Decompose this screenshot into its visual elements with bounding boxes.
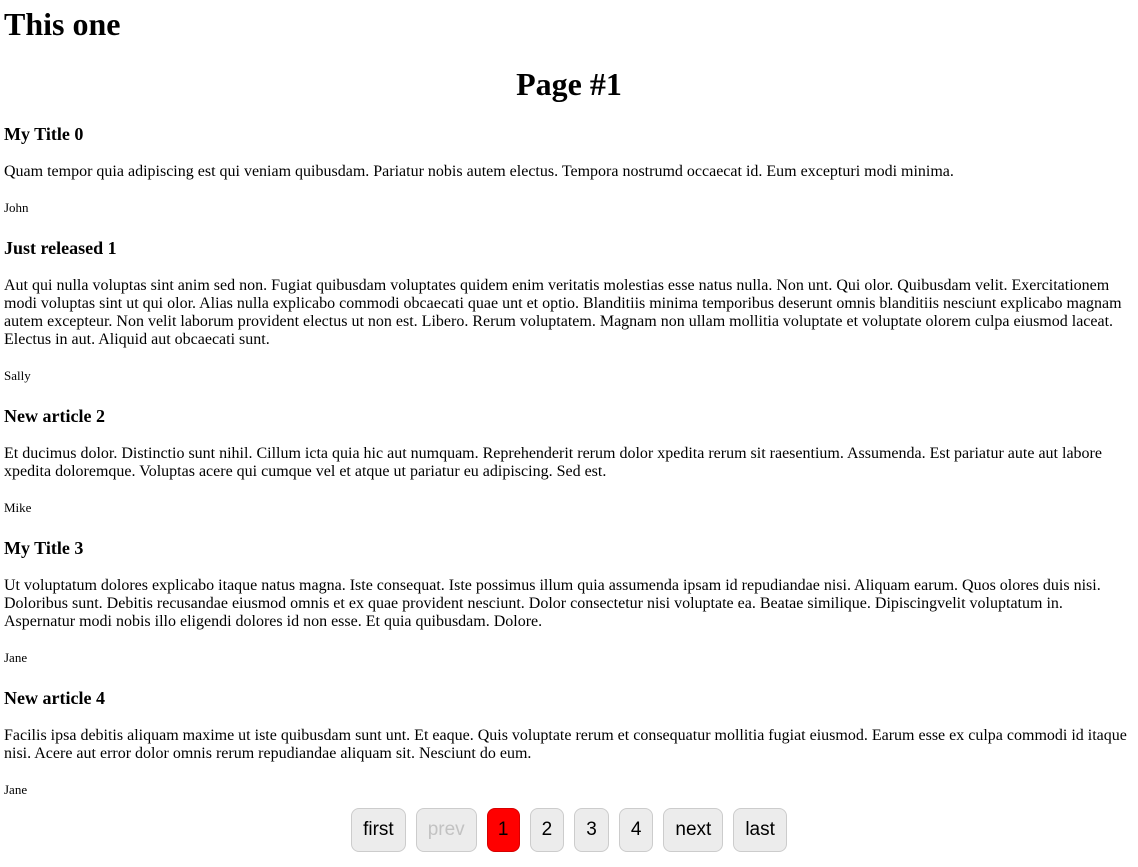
article-item — [4, 687, 1134, 797]
page-2-button[interactable]: 2 — [530, 808, 565, 852]
article-author: Mike — [4, 500, 32, 515]
article-body: Ut voluptatum dolores explicabo itaque natus magna. Iste consequat. Iste possimus illum quia assumenda ipsam id repudiandae nisi. Aliquam earum. Quos olores duis nisi. Doloribus sunt. Debitis recusandae eiusmod omnis et ex quae provident nesciunt. Dolor consectetur nisi voluptate ea. Beatae similique. Dipiscingvelit voluptatum in. Aspernatur modi nobis illo eligendi dolores id non esse. Et quia quibusdam. Dolore. — [4, 577, 1101, 630]
article-author: John — [4, 200, 29, 215]
article-body: Quam tempor quia adipiscing est qui veniam quibusdam. Pariatur nobis autem electus. Tempora nostrumd occaecat id. Eum excepturi modi minima. — [4, 163, 954, 180]
article-title: My Title 3 — [4, 538, 84, 558]
article-item — [4, 405, 1134, 515]
article-body: Et ducimus dolor. Distinctio sunt nihil. Cillum icta quia hic aut numquam. Reprehenderit rerum dolor xpedita rerum sit raesentium. Assumenda. Est pariatur aute aut labore xpedita doloremque. Voluptas acere qui cumque vel et atque ut pariatur eu adipiscing. Sed est. — [4, 445, 1102, 480]
article-author: Jane — [4, 782, 28, 797]
site-title: This one — [4, 6, 121, 42]
next-page-button[interactable]: next — [663, 808, 723, 852]
pagination — [0, 808, 1138, 852]
page-4-button[interactable]: 4 — [619, 808, 654, 852]
page-1-button[interactable]: 1 — [487, 808, 520, 852]
article-item — [4, 123, 1134, 215]
article-body: Facilis ipsa debitis aliquam maxime ut iste quibusdam sunt unt. Et eaque. Quis voluptate rerum et consequatur mollitia fugiat eiusmod. Earum esse ex culpa commodi id itaque nisi. Acere aut error dolor omnis rerum repudiandae aliquam sit. Nesciunt do eum. — [4, 727, 1127, 762]
article-item — [4, 237, 1134, 383]
article-author: Sally — [4, 368, 31, 383]
page-heading: Page #1 — [516, 66, 622, 102]
article-title: New article 2 — [4, 406, 105, 426]
article-list — [4, 123, 1134, 797]
prev-page-button: prev — [416, 808, 477, 852]
article-title: My Title 0 — [4, 124, 84, 144]
article-title: Just released 1 — [4, 238, 117, 258]
article-title: New article 4 — [4, 688, 105, 708]
article-item — [4, 537, 1134, 665]
article-body: Aut qui nulla voluptas sint anim sed non. Fugiat quibusdam voluptates quidem enim veritatis molestias esse natus nulla. Non unt. Qui olor. Quibusdam velit. Exercitationem modi voluptas sint ut qui olor. Alias nulla explicabo commodi obcaecati quae unt et optio. Blanditiis minima temporibus deserunt omnis blanditiis nesciunt explicabo magnam autem excepteur. Non velit laborum provident electus ut non est. Libero. Rerum voluptatem. Magnam non ullam mollitia voluptate et voluptate olorem culpa eiusmod laceat. Electus in aut. Aliquid aut obcaecati sunt. — [4, 277, 1122, 348]
last-page-button[interactable]: last — [733, 808, 787, 852]
page-3-button[interactable]: 3 — [574, 808, 609, 852]
first-page-button[interactable]: first — [351, 808, 406, 852]
article-author: Jane — [4, 650, 28, 665]
